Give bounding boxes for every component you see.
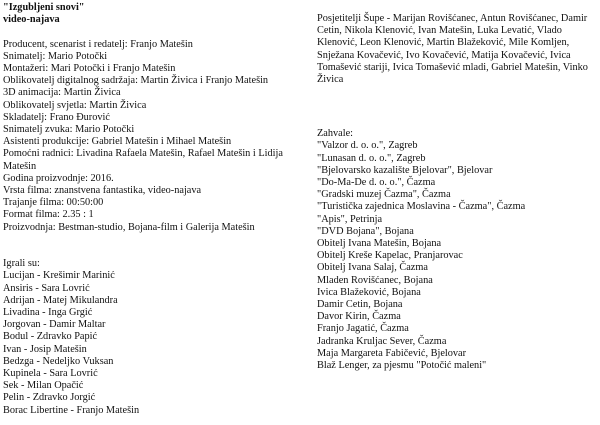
credit-line: Oblikovatelj digitalnog sadržaja: Martin Živica i Franjo Matešin — [3, 75, 269, 87]
cast-heading: Igrali su: — [3, 258, 40, 270]
cast-section — [3, 258, 303, 417]
right-column — [317, 13, 595, 372]
credit-line: Snimatelj: Mario Potočki — [3, 50, 108, 62]
thanks-item: Davor Kirin, Čazma — [317, 311, 401, 323]
thanks-item: "Lunasan d. o. o.", Zagreb — [317, 152, 426, 164]
thanks-item: "Bjelovarsko kazalište Bjelovar", Bjelovar — [317, 164, 493, 176]
credit-line: Vrsta filma: znanstvena fantastika, video-najava — [3, 185, 202, 197]
thanks-item: Franjo Jagatić, Čazma — [317, 323, 409, 335]
cast-item: Ivan - Josip Matešin — [3, 343, 87, 355]
visitors-paragraph: Posjetitelji Šupe - Marijan Rovišćanec, Antun Rovišćanec, Damir Cetin, Nikola Klenović, Ivan Matešin, Luka Levatić, Vlado Klenović, Leon Klenović, Martin Blažeković, Mile Komljen, Snježana Kovačević, Ivo Kovačević, Matija Kovačević, Ivica Tomašević stariji, Ivica Tomašević mladi, Gabriel Matešin, Vinko Živica — [317, 13, 588, 86]
thanks-item: "Do-Ma-De d. o. o.", Čazma — [317, 177, 436, 189]
spacer — [317, 86, 595, 128]
thanks-item: Damir Cetin, Bojana — [317, 299, 403, 311]
thanks-section — [317, 128, 595, 372]
thanks-item: Blaž Lenger, za pjesmu "Potočić maleni" — [317, 360, 487, 372]
credit-line: Proizvodnja: Bestman-studio, Bojana-film i Galerija Matešin — [3, 221, 255, 233]
thanks-item: "DVD Bojana", Bojana — [317, 225, 414, 237]
thanks-item: Ivica Blažeković, Bojana — [317, 286, 421, 298]
cast-item: Jorgovan - Damir Maltar — [3, 319, 106, 331]
thanks-item: Maja Margareta Fabičević, Bjelovar — [317, 347, 467, 359]
thanks-item: "Apis", Petrinja — [317, 213, 383, 225]
document-title: "Izgubljeni snovi" — [3, 2, 85, 13]
thanks-item: Jadranka Kruljac Sever, Čazma — [317, 335, 447, 347]
credits-list — [3, 39, 303, 234]
spacer — [3, 26, 303, 38]
cast-item: Ansiris - Sara Lovrić — [3, 282, 90, 294]
credit-line: Snimatelj zvuka: Mario Potočki — [3, 124, 135, 136]
thanks-item: Obitelj Ivana Salaj, Čazma — [317, 262, 428, 274]
credit-line: Oblikovatelj svjetla: Martin Živica — [3, 99, 147, 111]
credit-line: 3D animacija: Martin Živica — [3, 87, 121, 99]
document-subtitle: video-najava — [3, 14, 60, 26]
credit-line: Godina proizvodnje: 2016. — [3, 172, 114, 184]
cast-item: Adrijan - Matej Mikulandra — [3, 294, 118, 306]
credit-line: Asistenti produkcije: Gabriel Matešin i Mihael Matešin — [3, 136, 232, 148]
cast-item: Lucijan - Krešimir Marinić — [3, 270, 115, 282]
cast-item: Kupinela - Sara Lovrić — [3, 368, 98, 380]
cast-item: Bedzga - Nedeljko Vuksan — [3, 355, 114, 367]
cast-item: Pelin - Zdravko Jorgić — [3, 392, 96, 404]
credit-line: Producent, scenarist i redatelj: Franjo Matešin — [3, 38, 193, 50]
cast-item: Borac Libertine - Franjo Matešin — [3, 404, 140, 416]
thanks-item: Obitelj Kreše Kapelac, Pranjarovac — [317, 250, 463, 262]
thanks-item: "Valzor d. o. o.", Zagreb — [317, 140, 418, 152]
credit-line: Format filma: 2.35 : 1 — [3, 209, 94, 221]
credit-line: Skladatelj: Frano Đurović — [3, 111, 110, 123]
thanks-heading: Zahvale: — [317, 128, 354, 140]
cast-item: Bodul - Zdravko Papić — [3, 331, 98, 343]
credit-line: Pomoćni radnici: Livadina Rafaela Matešin, Rafael Matešin i Lidija Matešin — [3, 148, 283, 172]
cast-item: Sek - Milan Opačić — [3, 380, 84, 392]
spacer — [3, 234, 303, 258]
credit-line: Trajanje filma: 00:50:00 — [3, 197, 104, 209]
thanks-item: Obitelj Ivana Matešin, Bojana — [317, 238, 442, 250]
credit-line: Montažeri: Mari Potočki i Franjo Matešin — [3, 63, 176, 74]
left-column — [3, 2, 303, 417]
cast-item: Livadina - Inga Grgić — [3, 307, 93, 319]
thanks-item: Mladen Rovišćanec, Bojana — [317, 274, 433, 286]
thanks-item: "Gradski muzej Čazma", Čazma — [317, 189, 451, 201]
thanks-item: "Turistička zajednica Moslavina - Čazma", Čazma — [317, 201, 526, 213]
